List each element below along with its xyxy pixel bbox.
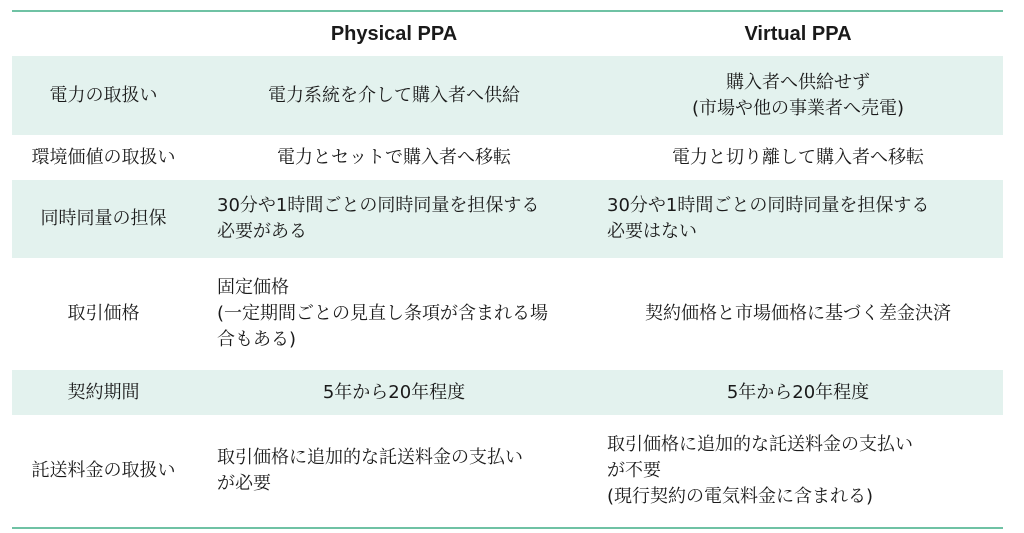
table-header-row [12,12,1003,56]
cell-line: (市場や他の事業者へ売電) [691,97,905,119]
cell-line: (一定期間ごとの見直し条項が含まれる場 [217,303,549,324]
row-label: 契約期間 [67,381,140,403]
cell-line: が必要 [217,473,271,494]
cell-line: が不要 [607,460,661,481]
physical-cell [195,370,593,415]
row-label: 環境価値の取扱い [31,146,176,168]
physical-cell [195,180,593,258]
cell-line: 30分や1時間ごとの同時同量を担保する [607,195,930,216]
virtual-cell [593,56,1003,135]
row-label: 取引価格 [67,303,140,324]
cell-line: 必要がある [217,221,307,242]
physical-cell [195,416,593,526]
cell-line: 必要はない [607,221,697,242]
cell-line: 購入者へ供給せず [725,71,870,93]
cell-line: 電力系統を介して購入者へ供給 [268,84,520,106]
cell-line: 固定価格 [217,277,289,298]
cell-line: (現行契約の電気料金に含まれる) [607,486,874,507]
ppa-comparison-table [12,10,1003,529]
cell-line: 電力と切り離して購入者へ移転 [672,146,924,168]
header-empty-cell [12,12,195,55]
row-label: 同時同量の担保 [40,208,167,229]
virtual-cell [593,259,1003,369]
physical-cell [195,136,593,179]
physical-cell [195,56,593,135]
table-row [12,56,1003,136]
cell-line: 契約価格と市場価格に基づく差金決済 [645,303,951,324]
virtual-cell [593,180,1003,258]
cell-line: 合もある) [217,329,297,350]
row-label: 電力の取扱い [49,84,158,106]
row-label: 託送料金の取扱い [31,460,176,481]
cell-line: 5年から20年程度 [726,381,870,403]
header-physical-ppa: Physical PPA [330,22,458,45]
table-row [12,259,1003,370]
virtual-cell [593,370,1003,415]
cell-line: 5年から20年程度 [322,381,466,403]
cell-line: 電力とセットで購入者へ移転 [277,146,511,168]
cell-line: 30分や1時間ごとの同時同量を担保する [217,195,540,216]
table-row [12,136,1003,180]
table-row [12,180,1003,259]
table-row [12,370,1003,416]
physical-cell [195,259,593,369]
header-virtual-ppa: Virtual PPA [744,22,852,45]
cell-line: 取引価格に追加的な託送料金の支払い [217,447,523,468]
virtual-cell [593,416,1003,526]
cell-line: 取引価格に追加的な託送料金の支払い [607,434,913,455]
table-row [12,416,1003,527]
virtual-cell [593,136,1003,179]
